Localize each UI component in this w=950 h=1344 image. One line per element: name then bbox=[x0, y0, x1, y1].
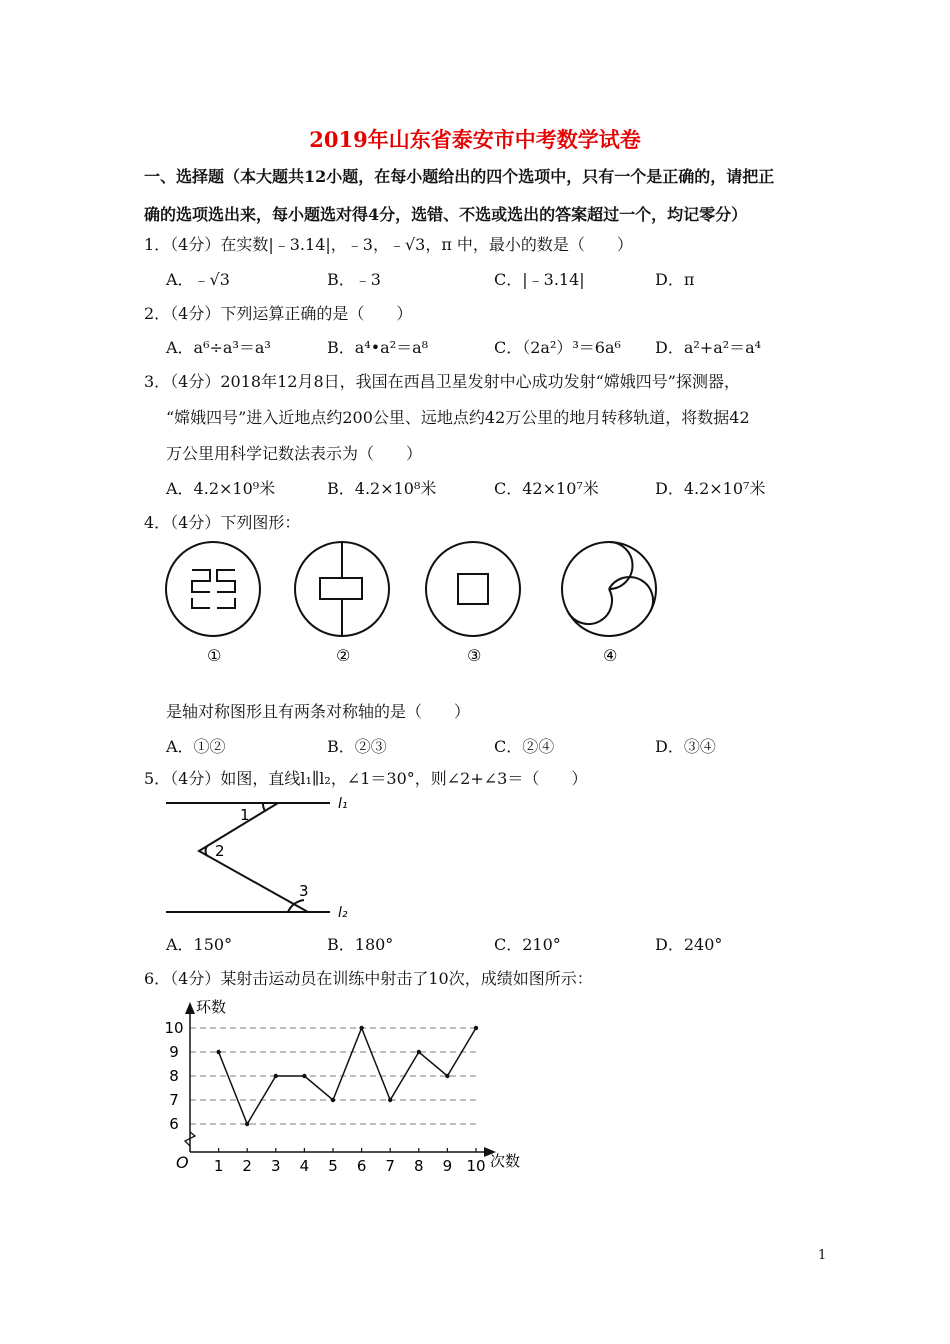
q4-option-b: B．②③ bbox=[327, 737, 387, 756]
x-tick-label-1: 1 bbox=[213, 1157, 224, 1175]
q5-label-l2: l₂ bbox=[338, 905, 348, 921]
y-tick-label-9: 9 bbox=[169, 1043, 179, 1061]
q5-label-l1: l₁ bbox=[338, 796, 348, 812]
q1-option-c: C．|﹣3.14| bbox=[494, 270, 585, 289]
y-tick-label-7: 7 bbox=[169, 1091, 179, 1109]
data-point-6 bbox=[359, 1026, 363, 1030]
q3-option-a: A．4.2×10⁹米 bbox=[166, 479, 276, 498]
q4-question: 是轴对称图形且有两条对称轴的是（ ） bbox=[166, 702, 471, 721]
q5-option-d: D．240° bbox=[655, 935, 723, 954]
x-axis-label: 次数 bbox=[490, 1152, 521, 1170]
data-point-10 bbox=[474, 1026, 478, 1030]
data-point-9 bbox=[445, 1074, 449, 1078]
page-title: 2019年山东省泰安市中考数学试卷 bbox=[309, 127, 641, 152]
x-tick-label-10: 10 bbox=[466, 1157, 486, 1175]
q4-fig-label-4: ④ bbox=[603, 646, 618, 665]
y-tick-label-6: 6 bbox=[169, 1115, 179, 1133]
page-number: 1 bbox=[818, 1248, 827, 1263]
score-series-line bbox=[219, 1028, 476, 1124]
q3-option-c: C．42×10⁷米 bbox=[494, 479, 599, 498]
q2-stem: 2．（4分）下列运算正确的是（ ） bbox=[144, 304, 413, 323]
section-heading-line1: 一、选择题（本大题共12小题，在每小题给出的四个选项中，只有一个是正确的，请把正 bbox=[144, 167, 775, 186]
data-point-8 bbox=[417, 1050, 421, 1054]
q4-stem: 4．（4分）下列图形： bbox=[144, 513, 301, 532]
q4-fig-label-1: ① bbox=[207, 646, 222, 665]
q1-stem: 1．（4分）在实数|﹣3.14|，﹣3，﹣√3，π 中，最小的数是（ ） bbox=[144, 235, 633, 254]
q3-stem-line3: 万公里用科学记数法表示为（ ） bbox=[166, 444, 423, 463]
x-tick-label-2: 2 bbox=[242, 1157, 252, 1175]
x-tick-label-7: 7 bbox=[385, 1157, 395, 1175]
y-axis-arrow bbox=[185, 1002, 195, 1014]
q5-label-angle1: 1 bbox=[240, 806, 250, 824]
q3-stem-line1: 3．（4分）2018年12月8日，我国在西昌卫星发射中心成功发射“嫦娥四号”探测器， bbox=[144, 372, 740, 391]
q3-stem-line2: “嫦娥四号”进入近地点约200公里、远地点约42万公里的地月转移轨道，将数据42 bbox=[166, 408, 750, 427]
q3-option-b: B．4.2×10⁸米 bbox=[327, 479, 437, 498]
section-heading-line2: 确的选项选出来，每小题选对得4分，选错、不选或选出的答案超过一个，均记零分） bbox=[144, 205, 748, 224]
q5-option-b: B．180° bbox=[327, 935, 394, 954]
q4-fig-label-3: ③ bbox=[467, 646, 482, 665]
data-point-5 bbox=[331, 1098, 335, 1102]
q4-option-c: C．②④ bbox=[494, 737, 555, 756]
q4-option-a: A．①② bbox=[166, 737, 226, 756]
q2-option-d: D．a²+a²＝a⁴ bbox=[655, 338, 762, 357]
x-tick-label-3: 3 bbox=[271, 1157, 281, 1175]
q2-option-c: C．（2a²）³＝6a⁶ bbox=[494, 338, 621, 357]
q6-stem: 6．（4分）某射击运动员在训练中射击了10次，成绩如图所示： bbox=[144, 969, 593, 988]
q4-fig-label-2: ② bbox=[336, 646, 351, 665]
q5-label-angle3: 3 bbox=[299, 882, 309, 900]
data-point-4 bbox=[302, 1074, 306, 1078]
data-point-1 bbox=[216, 1050, 220, 1054]
x-tick-label-8: 8 bbox=[414, 1157, 424, 1175]
q2-option-b: B．a⁴•a²＝a⁸ bbox=[327, 338, 429, 357]
x-tick-label-6: 6 bbox=[356, 1157, 367, 1175]
origin-label: O bbox=[176, 1153, 189, 1172]
q1-option-d: D．π bbox=[655, 270, 695, 289]
data-point-7 bbox=[388, 1098, 392, 1102]
q4-option-d: D．③④ bbox=[655, 737, 716, 756]
x-tick-label-5: 5 bbox=[328, 1157, 338, 1175]
q5-stem: 5．（4分）如图，直线l₁∥l₂，∠1＝30°，则∠2+∠3＝（ ） bbox=[144, 769, 588, 788]
q3-option-d: D．4.2×10⁷米 bbox=[655, 479, 766, 498]
y-tick-label-8: 8 bbox=[169, 1067, 179, 1085]
q1-option-b: B．﹣3 bbox=[327, 270, 381, 289]
q5-option-c: C．210° bbox=[494, 935, 561, 954]
x-tick-label-9: 9 bbox=[442, 1157, 453, 1175]
data-point-2 bbox=[245, 1122, 249, 1126]
q5-label-angle2: 2 bbox=[215, 842, 225, 860]
data-point-3 bbox=[274, 1074, 278, 1078]
y-tick-label-10: 10 bbox=[164, 1019, 184, 1037]
q1-option-a: A．﹣√3 bbox=[166, 270, 230, 289]
q2-option-a: A．a⁶÷a³＝a³ bbox=[166, 338, 271, 357]
y-axis-label: 环数 bbox=[196, 998, 227, 1016]
q5-option-a: A．150° bbox=[166, 935, 233, 954]
x-tick-label-4: 4 bbox=[299, 1157, 310, 1175]
